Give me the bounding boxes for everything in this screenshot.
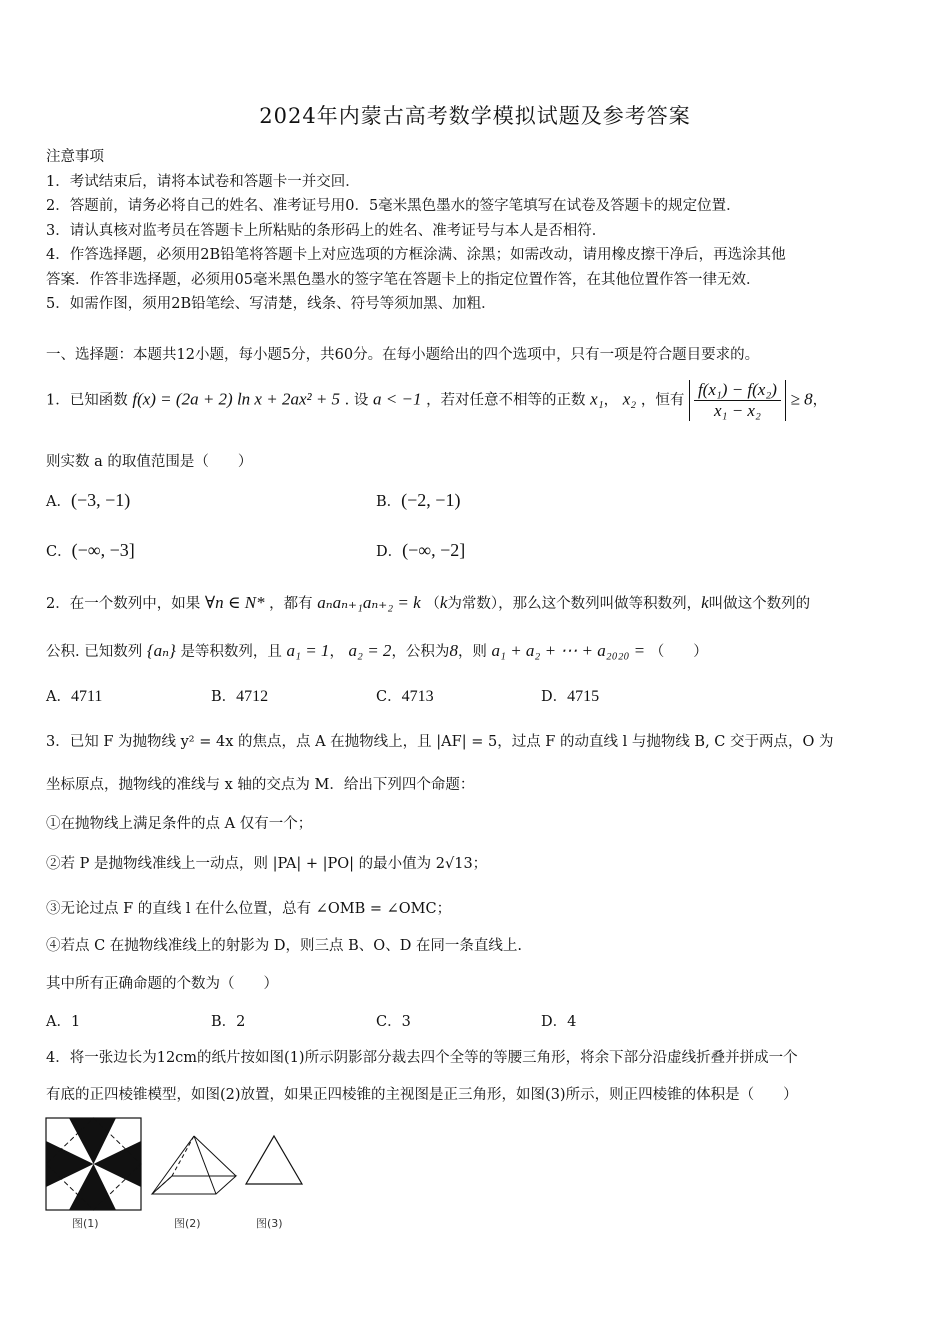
q2-option-b[interactable] — [211, 685, 268, 706]
option-value: 4 — [567, 1014, 577, 1030]
q2-math: ∀n ∈ N* — [204, 593, 265, 612]
q2-math: k — [439, 593, 448, 612]
q1-frac-den: x₁ − x₂ — [713, 401, 761, 420]
q3-option-d[interactable] — [541, 1010, 576, 1031]
option-value: (−∞, −3] — [71, 540, 135, 560]
option-label: D． — [376, 544, 403, 560]
q1-option-a[interactable] — [46, 490, 130, 511]
q2-text: 叫做这个数列的 — [708, 596, 811, 612]
question-4-stem-2: 有底的正四棱锥模型，如图(2)放置，如果正四棱锥的主视图是正三角形，如图(3)所示，则正四棱锥的体积是（ ） — [46, 1087, 798, 1103]
option-value: 4712 — [236, 688, 269, 705]
q2-option-d[interactable] — [541, 685, 599, 706]
note-item: 4．作答选择题，必须用2B铅笔将答题卡上对应选项的方框涂满、涂黑；如需改动，请用橡皮擦干净后，再选涂其他 — [46, 247, 786, 263]
q2-text: 为常数），那么这个数列叫做等积数列， — [447, 596, 702, 612]
option-label: C． — [376, 1014, 402, 1030]
option-label: B． — [211, 689, 237, 705]
question-1-stem — [46, 380, 827, 421]
q3-option-c[interactable] — [376, 1010, 411, 1031]
option-value: 2 — [236, 1014, 246, 1030]
q3-option-a[interactable] — [46, 1010, 80, 1031]
figure-3-triangle — [246, 1136, 302, 1230]
q1-option-d[interactable] — [376, 540, 465, 561]
note-item: 5．如需作图，须用2B铅笔绘、写清楚，线条、符号等须加黑、加粗． — [46, 296, 496, 312]
q2-option-a[interactable] — [46, 685, 102, 706]
q2-option-c[interactable] — [376, 685, 434, 706]
q3-statement-3: ③无论过点 F 的直线 l 在什么位置，总有 ∠OMB = ∠OMC； — [46, 901, 452, 917]
q2-math: {aₙ} — [146, 641, 176, 660]
question-4-stem: 4．将一张边长为12cm的纸片按如图(1)所示阴影部分裁去四个全等的等腰三角形，将余下部分沿虚线折叠并拼成一个 — [46, 1050, 798, 1066]
q1-x1: x₁ — [590, 389, 604, 409]
option-label: B． — [376, 494, 402, 510]
q1-sep: ， — [603, 392, 619, 409]
question-1-ask: 则实数 a 的取值范围是（ ） — [46, 454, 253, 470]
q1-x2: x₂ — [622, 389, 637, 409]
q1-option-c[interactable] — [46, 540, 135, 561]
option-label: A． — [46, 689, 71, 705]
q3-statement-4: ④若点 C 在抛物线准线上的射影为 D，则三点 B、O、D 在同一条直线上. — [46, 938, 523, 954]
q2-text: 公积. 已知数列 — [46, 644, 143, 660]
q3-ask: 其中所有正确命题的个数为（ ） — [46, 976, 278, 992]
option-label: C． — [376, 689, 402, 705]
q2-text: 是等积数列，且 — [180, 644, 282, 660]
q2-text: ，都有 — [269, 596, 313, 612]
q3-statement-1: ①在抛物线上满足条件的点 A 仅有一个； — [46, 816, 313, 832]
q2-math: a₁ + a₂ + ⋯ + a₂₀₂₀ = — [491, 641, 646, 660]
option-label: C． — [46, 544, 72, 560]
q2-text: 2．在一个数列中，如果 — [46, 596, 201, 612]
question-2-stem-2 — [46, 640, 708, 661]
figure-1-paper — [46, 1118, 141, 1230]
q3-statement-2: ②若 P 是抛物线准线上一动点，则 |PA| + |PO| 的最小值为 2√13； — [46, 856, 488, 872]
q1-option-b[interactable] — [376, 490, 460, 511]
figure-2-pyramid — [152, 1136, 236, 1230]
question-2-stem — [46, 592, 810, 613]
option-label: A． — [46, 494, 71, 510]
q1-frac-num: f(x₁) − f(x₂) — [694, 380, 781, 401]
note-item: 3．请认真核对监考员在答题卡上所粘贴的条形码上的姓名、准考证号与本人是否相符． — [46, 222, 607, 239]
option-value: (−∞, −2] — [402, 540, 466, 560]
q1-abs-fraction — [689, 380, 786, 421]
q1-function: f(x) = (2a + 2) ln x + 2ax² + 5 — [132, 389, 341, 409]
option-label: D． — [541, 1014, 568, 1030]
option-label: D． — [541, 689, 568, 705]
note-item: 答案．作答非选择题，必须用05毫米黑色墨水的签字笔在答题卡上的指定位置作答，在其他位置作答一律无效． — [46, 271, 761, 288]
q2-math: a₂ = 2 — [348, 641, 392, 660]
option-value: 3 — [401, 1014, 411, 1030]
option-value: 4711 — [70, 688, 103, 705]
q1-text: ，若对任意不相等的正数 — [426, 392, 586, 409]
q2-text: ，则 — [457, 644, 487, 660]
section-heading: 一、选择题：本题共12小题，每小题5分，共60分。在每小题给出的四个选项中，只有一项是符合题目要求的。 — [46, 347, 760, 363]
option-value: 4715 — [567, 688, 600, 705]
q2-math: aₙaₙ₊₁aₙ₊₂ = k — [317, 593, 421, 612]
option-value: 4713 — [401, 688, 434, 705]
option-label: B． — [211, 1014, 237, 1030]
q1-fraction — [694, 380, 781, 421]
notes-block — [46, 145, 906, 317]
q1-text: 1．已知函数 — [46, 392, 128, 409]
q2-text: ，公积为 — [391, 644, 450, 660]
figure-1-caption: 图(1) — [72, 1217, 99, 1230]
q2-math: a₁ = 1 — [286, 641, 330, 660]
q2-text: （ — [425, 596, 440, 612]
option-value: (−3, −1) — [70, 490, 131, 510]
option-value: 1 — [70, 1014, 81, 1030]
q1-condition: a < −1 — [373, 389, 422, 409]
note-item: 1．考试结束后，请将本试卷和答题卡一并交回． — [46, 173, 360, 190]
q1-text: . 设 — [344, 392, 369, 409]
q2-math: 8 — [449, 641, 458, 660]
question-4-figures — [44, 1114, 324, 1234]
page-title: 2024年内蒙古高考数学模拟试题及参考答案 — [259, 104, 691, 128]
figure-2-caption: 图(2) — [174, 1217, 201, 1230]
q1-inequality: ≥ 8 — [790, 389, 813, 409]
q3-option-b[interactable] — [211, 1010, 245, 1031]
option-label: A． — [46, 1014, 71, 1030]
q2-text: （ ） — [649, 644, 708, 660]
q1-text: ， — [812, 392, 828, 409]
note-item: 2．答题前，请务必将自己的姓名、准考证号用0．5毫米黑色墨水的签字笔填写在试卷及答题卡的规定位置． — [46, 198, 741, 214]
q2-text: ， — [329, 644, 344, 660]
notes-heading: 注意事项 — [46, 149, 104, 165]
question-3-stem: 3．已知 F 为抛物线 y² = 4x 的焦点，点 A 在抛物线上，且 |AF| = 5，过点 F 的动直线 l 与抛物线 B, C 交于两点，O 为 — [46, 734, 834, 750]
q2-math: k — [701, 593, 709, 612]
option-value: (−2, −1) — [401, 490, 461, 510]
q1-text: ，恒有 — [640, 392, 685, 409]
figure-3-caption: 图(3) — [256, 1217, 283, 1230]
question-3-stem-2: 坐标原点，抛物线的准线与 x 轴的交点为 M．给出下列四个命题： — [46, 777, 475, 793]
